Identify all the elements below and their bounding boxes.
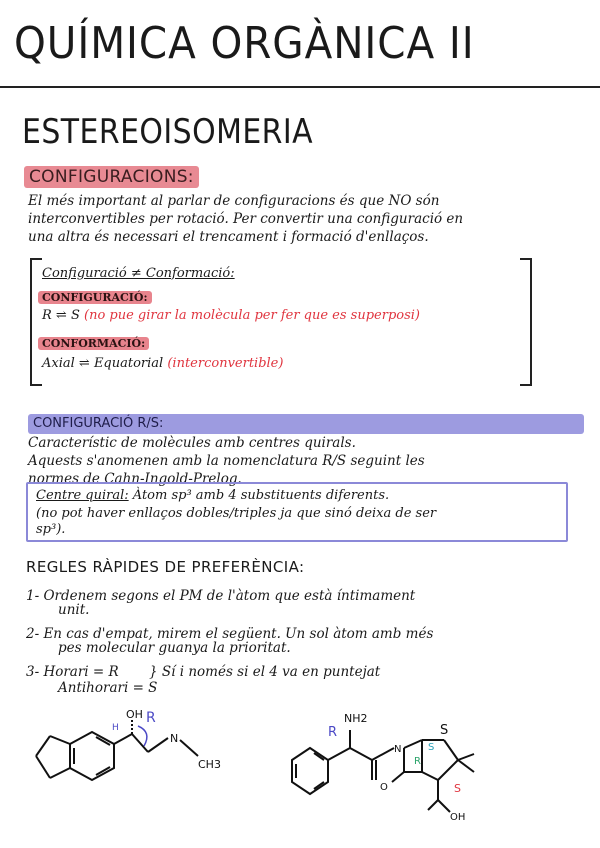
r-config-label: R [328,725,338,740]
chain-bond [328,748,350,760]
rs-first-line: CONFIGURACIÓ R/S: Característic de molècules amb centres quirals. [28,414,584,452]
dioxole-bond [50,736,70,744]
ring-bond [404,740,422,748]
configuracio-line: R ⇌ S (no pue girar la molècula per fer que es superposi) [42,308,421,323]
benzene-ring [70,732,114,780]
dioxole-bond [50,768,70,778]
configuracions-paragraph [28,192,584,246]
rule-3: 3- Horari = R } Sí i només si el 4 va en puntejat [26,664,381,680]
lactam-co [392,772,404,782]
chain-bond [148,738,168,752]
rule-2: 2- En cas d'empat, mirem el següent. Un sol àtom amb més [26,626,434,642]
s-config-label-teal: S [428,742,435,753]
n-label: N [170,732,179,745]
box-header: Configuració ≠ Conformació: [42,266,235,281]
chiral-line-1: Centre quiral: Àtom sp³ amb 4 substituents diferents. [36,488,390,503]
rs-heading: CONFIGURACIÓ R/S: [28,414,584,434]
conformacio-line: Axial ⇌ Equatorial (interconvertible) [42,356,284,371]
rule-2-cont: pes molecular guanya la prioritat. [58,640,291,656]
molecule-1-structure [20,706,250,816]
left-bracket [30,258,42,386]
configuracions-heading: CONFIGURACIONS: [24,166,199,188]
chain-bond [350,748,372,760]
s-config-label: S [454,782,461,795]
nh2-label: NH2 [344,712,368,725]
page-title: QUÍMICA ORGÀNICA II [14,18,475,69]
methyl-bond [458,760,474,772]
methyl-bond [458,754,474,760]
carboxyl-bond [438,800,450,812]
nh-label: N [394,744,402,755]
rule-1: 1- Ordenem segons el PM de l'àtom que està íntimament [26,588,416,604]
chain-bond [114,734,132,744]
conformacio-label: CONFORMACIÓ: [38,336,149,351]
r-config-label-green: R [414,756,421,767]
paragraph-line: una altra és necessari el trencament i formació d'enllaços. [28,229,429,245]
paragraph-line: normes de Cahn-Ingold-Prelog. [28,471,242,487]
ring-bond [422,772,438,780]
rule-1-cont: unit. [58,602,90,618]
carboxyl-bond [428,800,438,810]
rule-3-cont: Antihorari = S [58,680,158,696]
oh-label: OH [450,812,466,823]
paragraph-line: Aquests s'anomenen amb la nomenclatura R/S seguint les [28,453,425,469]
paragraph-line: El més important al parlar de configuracions és que NO són [28,193,440,209]
chiral-center-box [26,482,568,542]
sulfur-label: S [440,723,449,738]
rs-paragraph [28,414,584,488]
amide-bond [372,748,394,760]
section-title: ESTEREOISOMERIA [22,112,314,152]
oh-label: OH [126,708,143,721]
chiral-line-3: sp³). [36,522,66,537]
configuration-vs-conformation-box [30,258,530,382]
oxygen-label: O [380,782,388,793]
molecule-2-structure [280,700,500,830]
chain-bond [180,740,198,756]
configuracio-label: CONFIGURACIÓ: [38,290,152,305]
ring-bond [444,740,458,760]
r-config-label: R [146,710,156,726]
phenyl-ring [292,748,328,794]
dioxole-bond [36,736,50,756]
ch3-label: CH3 [198,758,221,771]
chiral-line-2: (no pot haver enllaços dobles/triples ja que sinó deixa de ser [36,506,437,521]
right-bracket [520,258,532,386]
dioxole-bond [36,756,50,778]
molecule-2-bonds [292,730,474,812]
paragraph-line: interconvertibles per rotació. Per convertir una configuració en [28,211,464,227]
rules-title: REGLES RÀPIDES DE PREFERÈNCIA: [26,558,305,576]
ring-bond [438,760,458,780]
title-underline [0,86,600,88]
h-label: H [112,723,119,733]
